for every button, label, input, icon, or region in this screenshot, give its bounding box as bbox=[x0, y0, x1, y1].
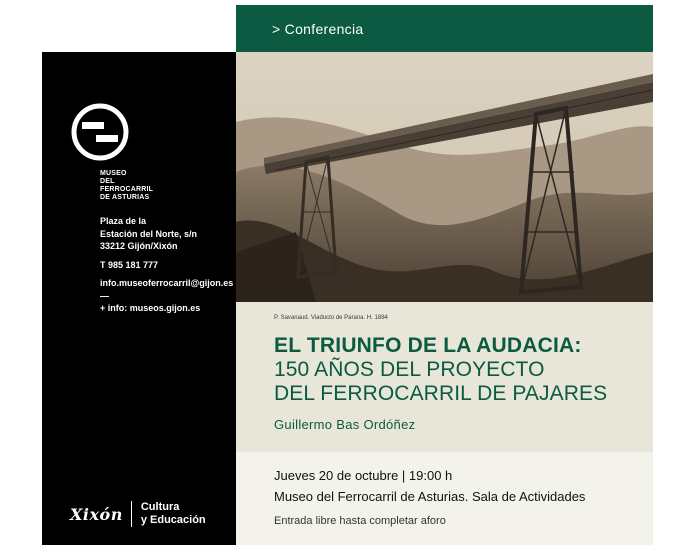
address-line: 33212 Gijón/Xixón bbox=[100, 241, 178, 251]
contact-block bbox=[100, 215, 235, 315]
department-name: Cultura y Educación bbox=[140, 501, 206, 526]
photo-caption: P. Savanaud. Viaducto de Parana. H. 1884 bbox=[274, 315, 388, 321]
address-line: Plaza de la bbox=[100, 216, 147, 226]
admission-note: Entrada libre hasta completar aforo bbox=[274, 515, 446, 527]
event-venue: Museo del Ferrocarril de Asturias. Sala de Actividades bbox=[274, 489, 586, 504]
separator-dash: — bbox=[100, 290, 109, 301]
email-link[interactable]: info.museoferrocarril@gijon.es bbox=[100, 278, 234, 288]
title-line-2: 150 AÑOS DEL PROYECTO bbox=[274, 358, 545, 381]
museum-sidebar bbox=[42, 52, 237, 545]
section-header bbox=[236, 5, 653, 52]
viaduct-image bbox=[236, 52, 653, 302]
viaduct-photo bbox=[236, 52, 653, 302]
event-title bbox=[274, 334, 644, 406]
address-line: Estación del Norte, s/n bbox=[100, 228, 198, 239]
title-line-1: EL TRIUNFO DE LA AUDACIA: bbox=[274, 334, 582, 357]
event-datetime: Jueves 20 de octubre | 19:00 h bbox=[274, 468, 453, 483]
more-info-link[interactable]: + info: museos.gijon.es bbox=[100, 303, 201, 313]
sponsor-divider bbox=[131, 501, 132, 527]
section-label: > Conferencia bbox=[272, 21, 364, 37]
speaker-name: Guillermo Bas Ordóñez bbox=[274, 417, 416, 432]
city-logo: Xixón bbox=[70, 504, 123, 524]
title-line-3: DEL FERROCARRIL DE PAJARES bbox=[274, 382, 608, 405]
sponsor-logo bbox=[70, 501, 206, 527]
museum-logo-text: MUSEO DEL FERROCARRIL DE ASTURIAS bbox=[100, 170, 154, 201]
museum-logo-icon bbox=[70, 102, 130, 162]
phone-number: T 985 181 777 bbox=[100, 259, 159, 270]
